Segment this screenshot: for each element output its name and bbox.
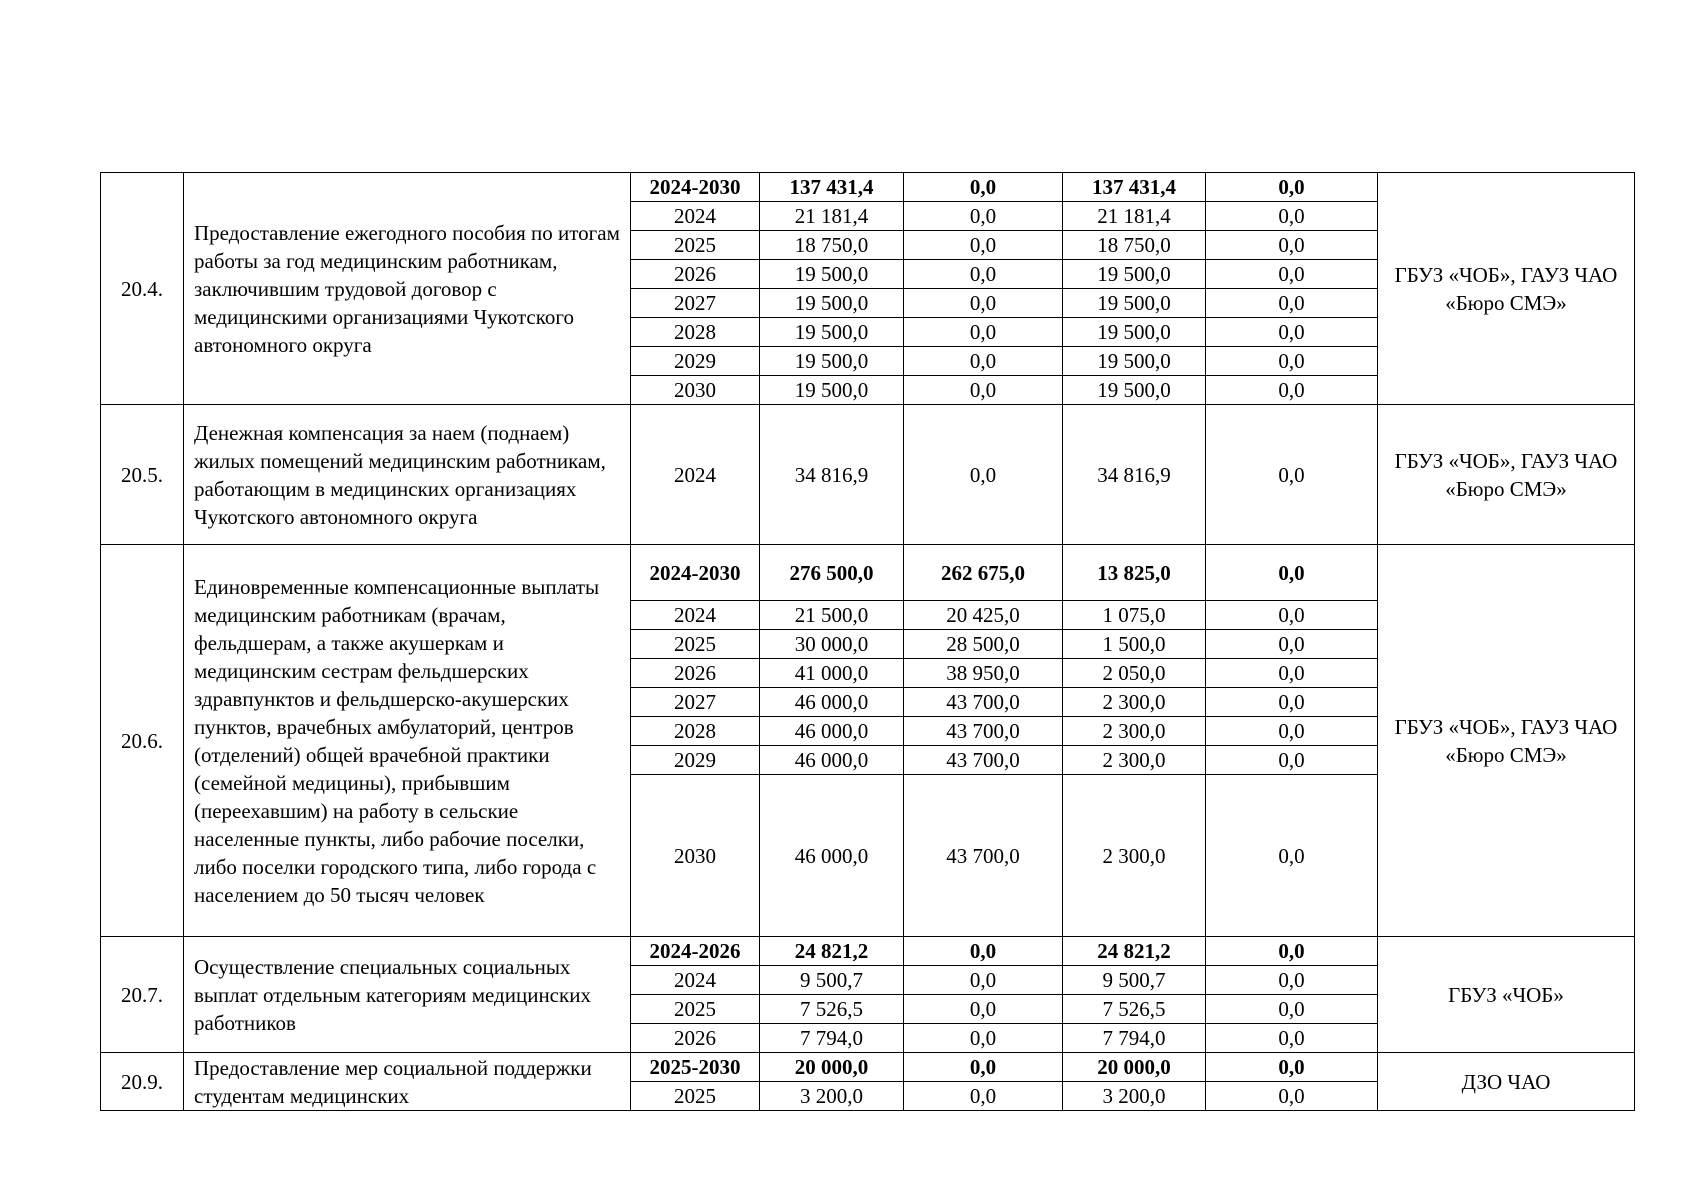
amount-cell: 2 050,0 xyxy=(1063,659,1206,688)
amount-cell: 0,0 xyxy=(904,405,1063,545)
amount-cell: 43 700,0 xyxy=(904,688,1063,717)
row-number: 20.4. xyxy=(101,173,184,405)
table-body xyxy=(101,173,1635,1111)
amount-cell: 0,0 xyxy=(904,937,1063,966)
amount-cell: 7 526,5 xyxy=(760,995,904,1024)
period-cell: 2024 xyxy=(631,202,760,231)
amount-cell: 21 500,0 xyxy=(760,601,904,630)
period-cell: 2024 xyxy=(631,966,760,995)
period-cell: 2024-2030 xyxy=(631,545,760,601)
amount-cell: 24 821,2 xyxy=(760,937,904,966)
executor-cell: ГБУЗ «ЧОБ», ГАУЗ ЧАО «Бюро СМЭ» xyxy=(1378,545,1635,937)
amount-cell: 9 500,7 xyxy=(760,966,904,995)
amount-cell: 0,0 xyxy=(1206,318,1378,347)
period-cell: 2024 xyxy=(631,601,760,630)
executor-cell: ДЗО ЧАО xyxy=(1378,1053,1635,1111)
amount-cell: 19 500,0 xyxy=(1063,347,1206,376)
amount-cell: 0,0 xyxy=(1206,601,1378,630)
period-cell: 2024 xyxy=(631,405,760,545)
table-row xyxy=(101,545,1635,601)
amount-cell: 0,0 xyxy=(904,173,1063,202)
amount-cell: 1 500,0 xyxy=(1063,630,1206,659)
amount-cell: 34 816,9 xyxy=(760,405,904,545)
period-cell: 2027 xyxy=(631,688,760,717)
amount-cell: 0,0 xyxy=(904,260,1063,289)
amount-cell: 46 000,0 xyxy=(760,746,904,775)
amount-cell: 19 500,0 xyxy=(760,347,904,376)
amount-cell: 2 300,0 xyxy=(1063,688,1206,717)
amount-cell: 7 794,0 xyxy=(760,1024,904,1053)
period-cell: 2030 xyxy=(631,775,760,937)
amount-cell: 46 000,0 xyxy=(760,717,904,746)
amount-cell: 41 000,0 xyxy=(760,659,904,688)
row-number: 20.6. xyxy=(101,545,184,937)
amount-cell: 19 500,0 xyxy=(760,318,904,347)
amount-cell: 19 500,0 xyxy=(760,376,904,405)
period-cell: 2028 xyxy=(631,717,760,746)
period-cell: 2026 xyxy=(631,1024,760,1053)
amount-cell: 137 431,4 xyxy=(760,173,904,202)
amount-cell: 43 700,0 xyxy=(904,775,1063,937)
amount-cell: 0,0 xyxy=(1206,231,1378,260)
amount-cell: 19 500,0 xyxy=(760,289,904,318)
amount-cell: 3 200,0 xyxy=(760,1082,904,1111)
amount-cell: 0,0 xyxy=(1206,966,1378,995)
amount-cell: 0,0 xyxy=(1206,1053,1378,1082)
amount-cell: 262 675,0 xyxy=(904,545,1063,601)
amount-cell: 46 000,0 xyxy=(760,688,904,717)
period-cell: 2025 xyxy=(631,231,760,260)
amount-cell: 0,0 xyxy=(1206,545,1378,601)
executor-cell: ГБУЗ «ЧОБ», ГАУЗ ЧАО «Бюро СМЭ» xyxy=(1378,173,1635,405)
amount-cell: 0,0 xyxy=(904,376,1063,405)
amount-cell: 20 425,0 xyxy=(904,601,1063,630)
amount-cell: 0,0 xyxy=(1206,289,1378,318)
amount-cell: 0,0 xyxy=(904,202,1063,231)
amount-cell: 21 181,4 xyxy=(1063,202,1206,231)
period-cell: 2025 xyxy=(631,630,760,659)
period-cell: 2026 xyxy=(631,659,760,688)
period-cell: 2024-2026 xyxy=(631,937,760,966)
amount-cell: 0,0 xyxy=(1206,202,1378,231)
amount-cell: 18 750,0 xyxy=(760,231,904,260)
table-row xyxy=(101,173,1635,202)
amount-cell: 19 500,0 xyxy=(1063,376,1206,405)
amount-cell: 0,0 xyxy=(1206,347,1378,376)
amount-cell: 7 526,5 xyxy=(1063,995,1206,1024)
executor-cell: ГБУЗ «ЧОБ» xyxy=(1378,937,1635,1053)
row-number: 20.7. xyxy=(101,937,184,1053)
amount-cell: 0,0 xyxy=(1206,376,1378,405)
table-row xyxy=(101,405,1635,545)
amount-cell: 1 075,0 xyxy=(1063,601,1206,630)
period-cell: 2025 xyxy=(631,1082,760,1111)
amount-cell: 276 500,0 xyxy=(760,545,904,601)
amount-cell: 0,0 xyxy=(1206,1082,1378,1111)
amount-cell: 21 181,4 xyxy=(760,202,904,231)
table-row xyxy=(101,937,1635,966)
amount-cell: 0,0 xyxy=(1206,717,1378,746)
amount-cell: 0,0 xyxy=(1206,995,1378,1024)
amount-cell: 20 000,0 xyxy=(760,1053,904,1082)
amount-cell: 43 700,0 xyxy=(904,746,1063,775)
amount-cell: 19 500,0 xyxy=(1063,289,1206,318)
amount-cell: 24 821,2 xyxy=(1063,937,1206,966)
period-cell: 2025 xyxy=(631,995,760,1024)
amount-cell: 0,0 xyxy=(1206,1024,1378,1053)
amount-cell: 0,0 xyxy=(904,289,1063,318)
amount-cell: 0,0 xyxy=(1206,630,1378,659)
activity-name: Денежная компенсация за наем (поднаем) жилых помещений медицинским работникам, работающим в медицинских организациях Чукотского автономного округа xyxy=(184,405,631,545)
amount-cell: 2 300,0 xyxy=(1063,746,1206,775)
amount-cell: 28 500,0 xyxy=(904,630,1063,659)
amount-cell: 0,0 xyxy=(904,347,1063,376)
table-row xyxy=(101,1053,1635,1082)
amount-cell: 0,0 xyxy=(904,1053,1063,1082)
amount-cell: 137 431,4 xyxy=(1063,173,1206,202)
amount-cell: 13 825,0 xyxy=(1063,545,1206,601)
amount-cell: 38 950,0 xyxy=(904,659,1063,688)
amount-cell: 7 794,0 xyxy=(1063,1024,1206,1053)
row-number: 20.9. xyxy=(101,1053,184,1111)
amount-cell: 0,0 xyxy=(1206,659,1378,688)
amount-cell: 34 816,9 xyxy=(1063,405,1206,545)
amount-cell: 0,0 xyxy=(904,995,1063,1024)
row-number: 20.5. xyxy=(101,405,184,545)
executor-cell: ГБУЗ «ЧОБ», ГАУЗ ЧАО «Бюро СМЭ» xyxy=(1378,405,1635,545)
amount-cell: 46 000,0 xyxy=(760,775,904,937)
period-cell: 2026 xyxy=(631,260,760,289)
amount-cell: 19 500,0 xyxy=(1063,260,1206,289)
amount-cell: 30 000,0 xyxy=(760,630,904,659)
amount-cell: 9 500,7 xyxy=(1063,966,1206,995)
amount-cell: 0,0 xyxy=(1206,405,1378,545)
amount-cell: 0,0 xyxy=(904,231,1063,260)
amount-cell: 0,0 xyxy=(904,1082,1063,1111)
amount-cell: 0,0 xyxy=(1206,775,1378,937)
amount-cell: 0,0 xyxy=(904,1024,1063,1053)
period-cell: 2029 xyxy=(631,347,760,376)
period-cell: 2027 xyxy=(631,289,760,318)
finance-table xyxy=(100,172,1635,1111)
amount-cell: 0,0 xyxy=(1206,937,1378,966)
amount-cell: 0,0 xyxy=(1206,173,1378,202)
amount-cell: 0,0 xyxy=(1206,260,1378,289)
activity-name: Предоставление мер социальной поддержки студентам медицинских xyxy=(184,1053,631,1111)
amount-cell: 19 500,0 xyxy=(1063,318,1206,347)
amount-cell: 0,0 xyxy=(1206,688,1378,717)
amount-cell: 20 000,0 xyxy=(1063,1053,1206,1082)
amount-cell: 3 200,0 xyxy=(1063,1082,1206,1111)
activity-name: Единовременные компенсационные выплаты медицинским работникам (врачам, фельдшерам, а также акушеркам и медицинским сестрам фельдшерских здравпунктов и фельдшерско-акушерских пунктов, врачебных амбулаторий, центров (отделений) общей врачебной практики (семейной медицины), прибывшим (переехавшим) на работу в сельские населенные пункты, либо рабочие поселки, либо поселки городского типа, либо города с населением до 50 тысяч человек xyxy=(184,545,631,937)
activity-name: Осуществление специальных социальных выплат отдельным категориям медицинских работников xyxy=(184,937,631,1053)
amount-cell: 0,0 xyxy=(904,966,1063,995)
amount-cell: 2 300,0 xyxy=(1063,775,1206,937)
amount-cell: 18 750,0 xyxy=(1063,231,1206,260)
amount-cell: 0,0 xyxy=(1206,746,1378,775)
period-cell: 2030 xyxy=(631,376,760,405)
period-cell: 2025-2030 xyxy=(631,1053,760,1082)
amount-cell: 2 300,0 xyxy=(1063,717,1206,746)
activity-name: Предоставление ежегодного пособия по итогам работы за год медицинским работникам, заключившим трудовой договор с медицинскими организациями Чукотского автономного округа xyxy=(184,173,631,405)
period-cell: 2024-2030 xyxy=(631,173,760,202)
amount-cell: 43 700,0 xyxy=(904,717,1063,746)
amount-cell: 0,0 xyxy=(904,318,1063,347)
amount-cell: 19 500,0 xyxy=(760,260,904,289)
period-cell: 2029 xyxy=(631,746,760,775)
period-cell: 2028 xyxy=(631,318,760,347)
